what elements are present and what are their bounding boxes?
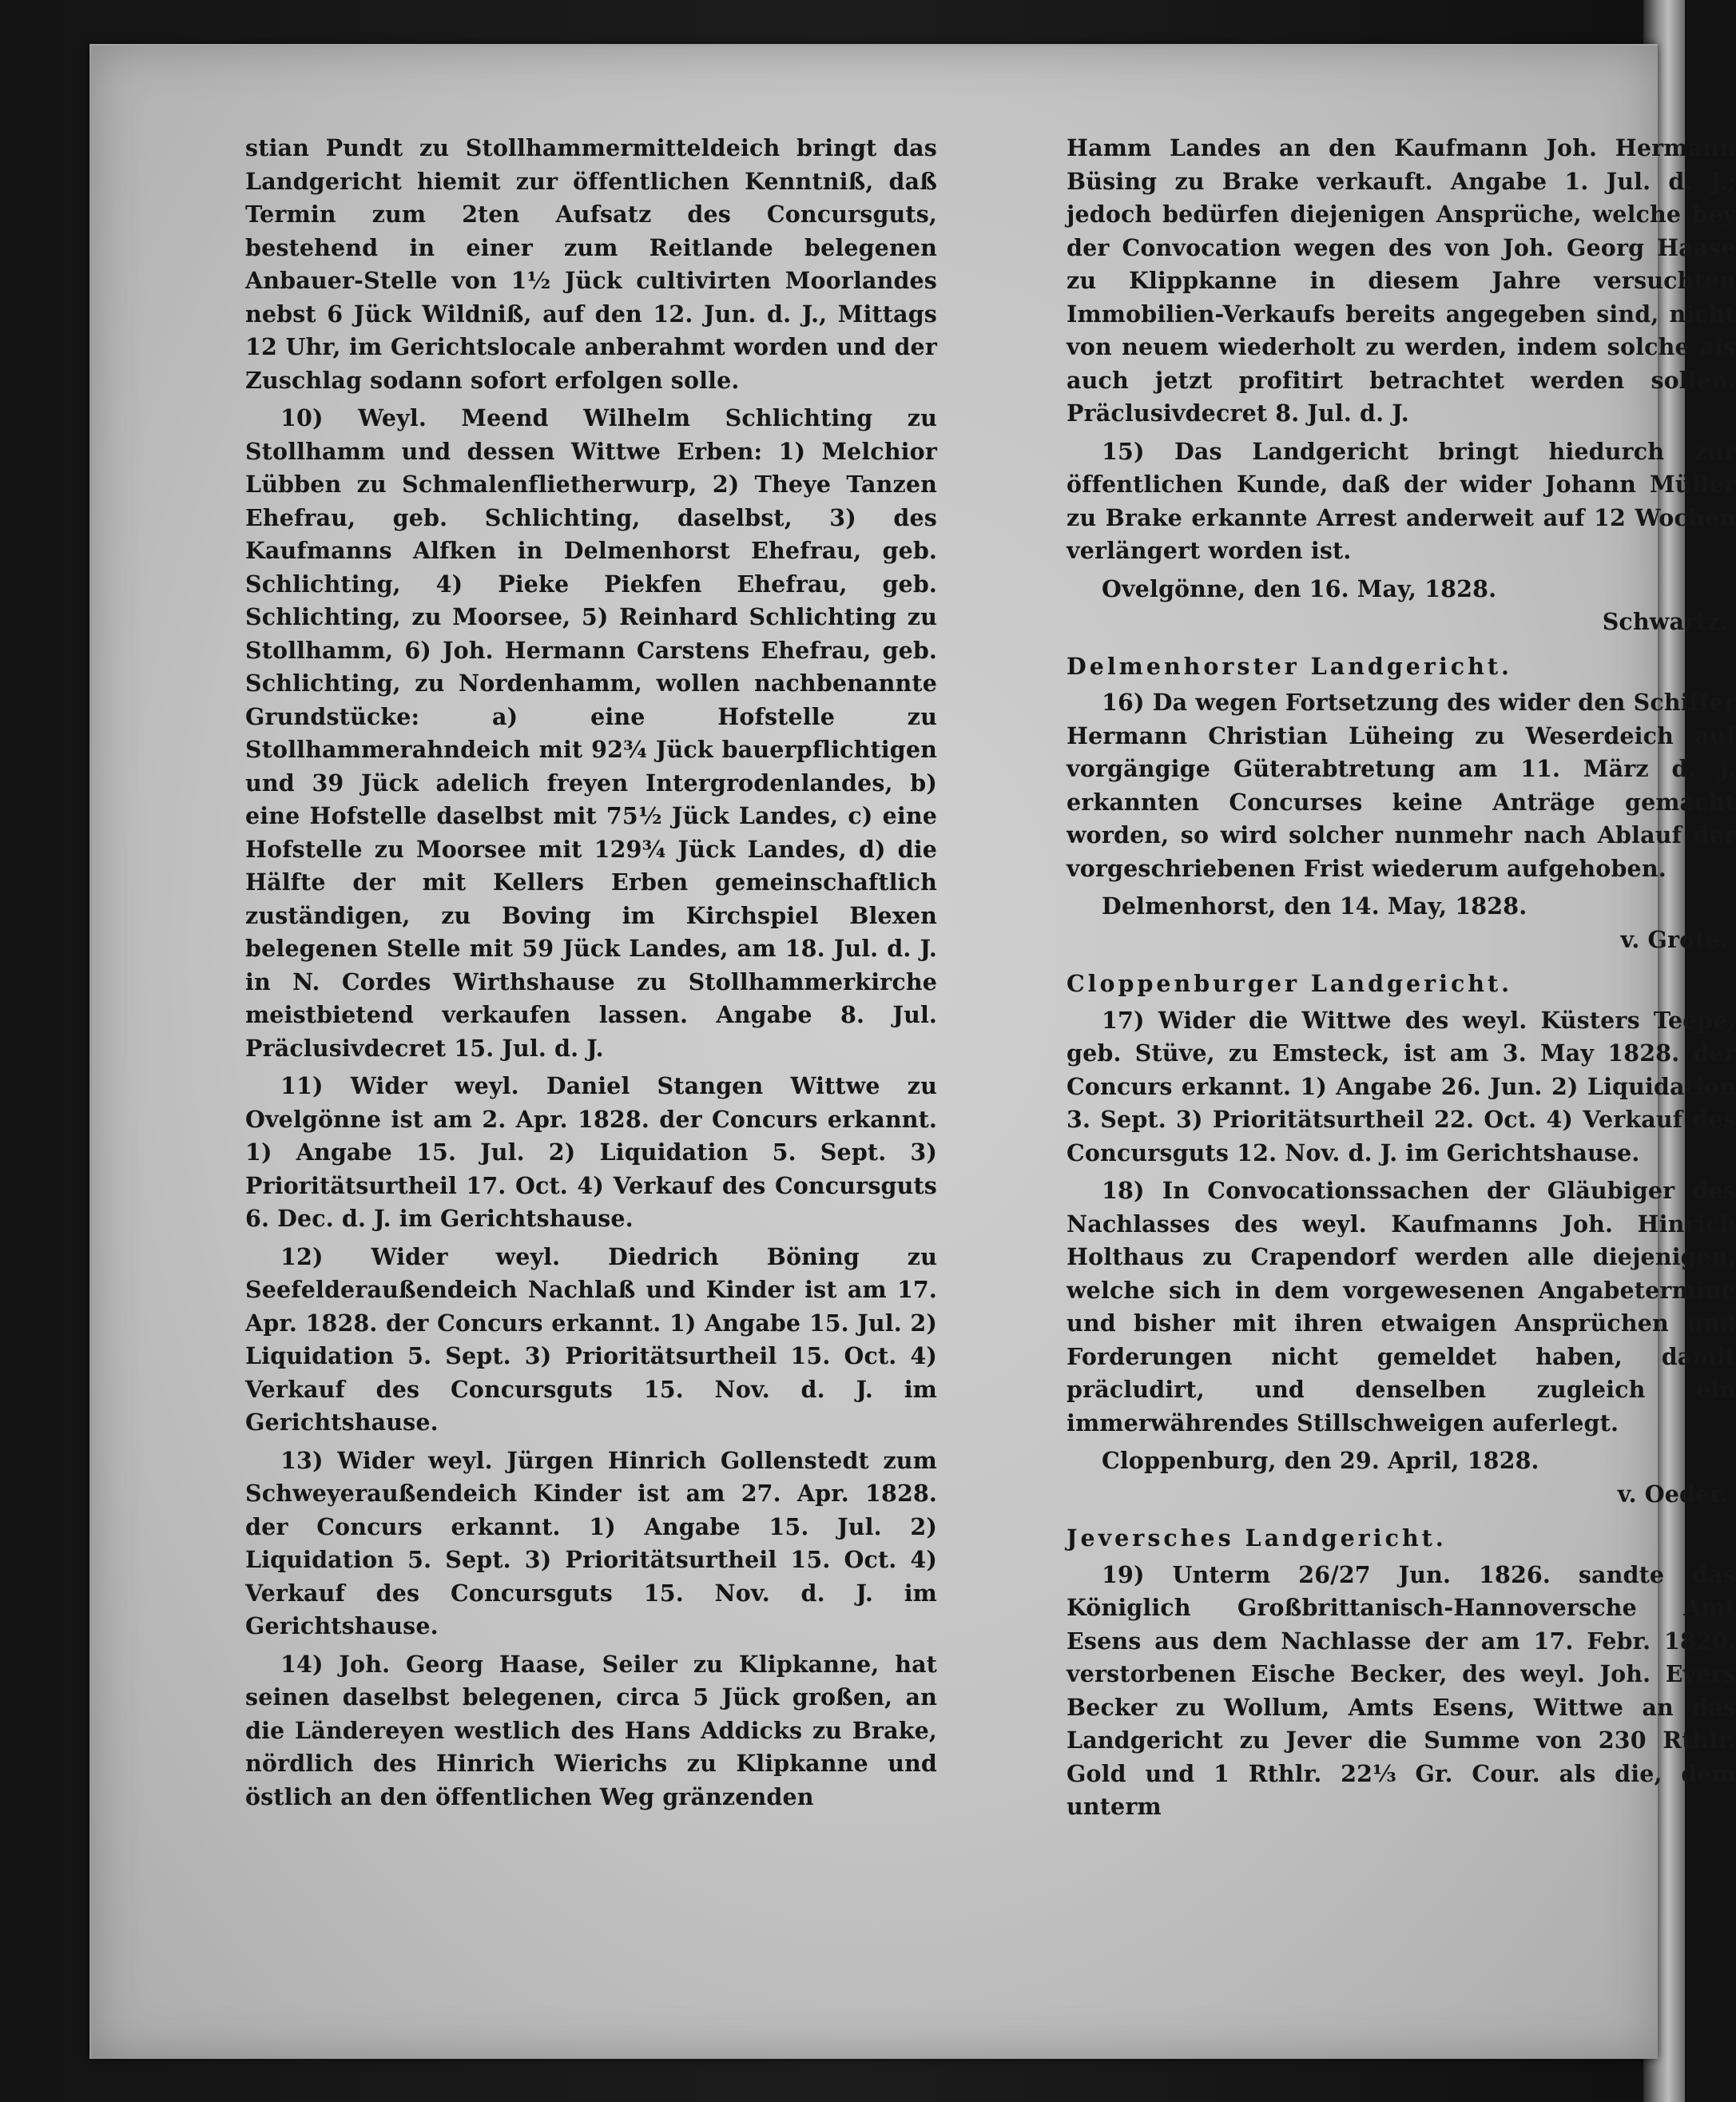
place-date-delmenhorst: Delmenhorst, den 14. May, 1828. [1102, 892, 1527, 920]
signature-grote: v. Grote. [1620, 925, 1728, 953]
paragraph-18: 18) In Convocationssachen der Gläubiger des Nachlasses des weyl. Kaufmanns Joh. Hinrich Holthaus zu Crapendorf werden alle diejenigen, welche sich in dem vorgewesenen Angabetermine und bisher mit ihren etwaigen Ansprüchen und Forderungen nicht gemeldet haben, damit präcludirt, und denselben zugleich ein immerwährendes Stillschweigen auferlegt. [1067, 1177, 1736, 1436]
place-date-cloppenburg: Cloppenburg, den 29. April, 1828. [1102, 1447, 1539, 1474]
left-column [245, 132, 937, 1818]
signature-schwartz: Schwartz. [1602, 608, 1728, 635]
paragraph-12: 12) Wider weyl. Diedrich Böning zu Seefelderaußendeich Nachlaß und Kinder ist am 17. Apr. 1828. der Concurs erkannt. 1) Angabe 15. Jul. 2) Liquidation 5. Sept. 3) Prioritätsurtheil 15. Oct. 4) Verkauf des Concursguts 15. Nov. d. J. im Gerichtshause. [245, 1242, 937, 1436]
paragraph-10: 10) Weyl. Meend Wilhelm Schlichting zu Stollhamm und dessen Wittwe Erben: 1) Melchior Lübben zu Schmalenflietherwurp, 2) Theye Tanzen Ehefrau, geb. Schlichting, daselbst, 3) des Kaufmanns Alfken in Delmenhorst Ehefrau, geb. Schlichting, 4) Pieke Piekfen Ehefrau, geb. Schlichting, zu Moorsee, 5) Reinhard Schlichting zu Stollhamm, 6) Joh. Hermann Carstens Ehefrau, geb. Schlichting, zu Nordenhamm, wollen nachbenannte Grundstücke: a) eine Hofstelle zu Stollhammerahndeich mit 92¾ Jück bauerpflichtigen und 39 Jück adelich freyen Intergrodenlandes, b) eine Hofstelle daselbst mit 75½ Jück Landes, c) eine Hofstelle zu Moorsee mit 129¾ Jück Landes, d) die Hälfte der mit Kellers Erben gemeinschaftlich zuständigen, zu Boving im Kirchspiel Blexen belegenen Stelle mit 59 Jück Landes, am 18. Jul. d. J. in N. Cordes Wirthshause zu Stollhammerkirche meistbietend verkaufen lassen. Angabe 8. Jul. Präclusivdecret 15. Jul. d. J. [245, 404, 937, 1062]
paragraph-17: 17) Wider die Wittwe des weyl. Küsters Teepe, geb. Stüve, zu Emsteck, ist am 3. May 1828. der Concurs erkannt. 1) Angabe 26. Jun. 2) Liquidation 3. Sept. 3) Prioritätsurtheil 22. Oct. 4) Verkauf des Concursguts 12. Nov. d. J. im Gerichtshause. [1067, 1006, 1736, 1166]
paragraph-15: 15) Das Landgericht bringt hiedurch zur öffentlichen Kunde, daß der wider Johann Müller zu Brake erkannte Arrest anderweit auf 12 Wochen verlängert worden ist. [1067, 437, 1736, 564]
section-heading-jever: Jeversches Landgericht. [1067, 1524, 1447, 1552]
paragraph-14: 14) Joh. Georg Haase, Seiler zu Klipkanne, hat seinen daselbst belegenen, circa 5 Jück großen, an die Ländereyen westlich des Hans Addicks zu Brake, nördlich des Hinrich Wierichs zu Klipkanne und östlich an den öffentlichen Weg gränzenden [245, 1650, 937, 1810]
place-date-ovelgoenne: Ovelgönne, den 16. May, 1828. [1102, 574, 1497, 602]
paragraph-19: 19) Unterm 26/27 Jun. 1826. sandte das Königlich Großbrittanisch-Hannoversche Amt Esens aus dem Nachlasse der am 17. Febr. 1820. verstorbenen Eische Becker, des weyl. Joh. Evers Becker zu Wollum, Amts Esens, Wittwe an das Landgericht zu Jever die Summe von 230 Rthlr. Gold und 1 Rthlr. 22⅓ Gr. Cour. als die, dem unterm [1067, 1560, 1736, 1820]
section-heading-cloppenburg: Cloppenburger Landgericht. [1067, 970, 1513, 997]
paragraph-13: 13) Wider weyl. Jürgen Hinrich Gollenstedt zum Schweyeraußendeich Kinder ist am 27. Apr. 1828. der Concurs erkannt. 1) Angabe 15. Jul. 2) Liquidation 5. Sept. 3) Prioritätsurtheil 15. Oct. 4) Verkauf des Concursguts 15. Nov. d. J. im Gerichtshause. [245, 1446, 937, 1639]
paragraph-16: 16) Da wegen Fortsetzung des wider den Schiffer Hermann Christian Lüheing zu Weserdeich auf vorgängige Güterabtretung am 11. März d. J. erkannten Concurses keine Anträge gemacht worden, so wird solcher nunmehr nach Ablauf der vorgeschriebenen Frist wiederum aufgehoben. [1067, 689, 1736, 882]
paragraph-9-continuation: stian Pundt zu Stollhammermitteldeich bringt das Landgericht hiemit zur öffentlichen Kenntniß, daß Termin zum 2ten Aufsatz des Concursguts, bestehend in einer zum Reitlande belegenen Anbauer-Stelle von 1½ Jück cultivirten Moorlandes nebst 6 Jück Wildniß, auf den 12. Jun. d. J., Mittags 12 Uhr, im Gerichtslocale anberahmt worden und der Zuschlag sodann sofort erfolgen solle. [245, 134, 937, 394]
newspaper-page [89, 44, 1736, 2059]
section-heading-delmenhorst: Delmenhorster Landgericht. [1067, 652, 1512, 680]
paragraph-14-continuation: Hamm Landes an den Kaufmann Joh. Hermann Büsing zu Brake verkauft. Angabe 1. Jul. d. J.; jedoch bedürfen diejenigen Ansprüche, welche bey der Convocation wegen des von Joh. Georg Haase zu Klippkanne in diesem Jahre versuchten Immobilien-Verkaufs bereits angegeben sind, nicht von neuem wiederholt zu werden, indem solche als auch jetzt profitirt betrachtet werden sollen. Präclusivdecret 8. Jul. d. J. [1067, 134, 1736, 427]
signature-oeder: v. Oeder. [1617, 1480, 1728, 1508]
paragraph-11: 11) Wider weyl. Daniel Stangen Wittwe zu Ovelgönne ist am 2. Apr. 1828. der Concurs erkannt. 1) Angabe 15. Jul. 2) Liquidation 5. Sept. 3) Prioritätsurtheil 17. Oct. 4) Verkauf des Concursguts 6. Dec. d. J. im Gerichtshause. [245, 1072, 937, 1232]
right-column [1067, 132, 1736, 1829]
